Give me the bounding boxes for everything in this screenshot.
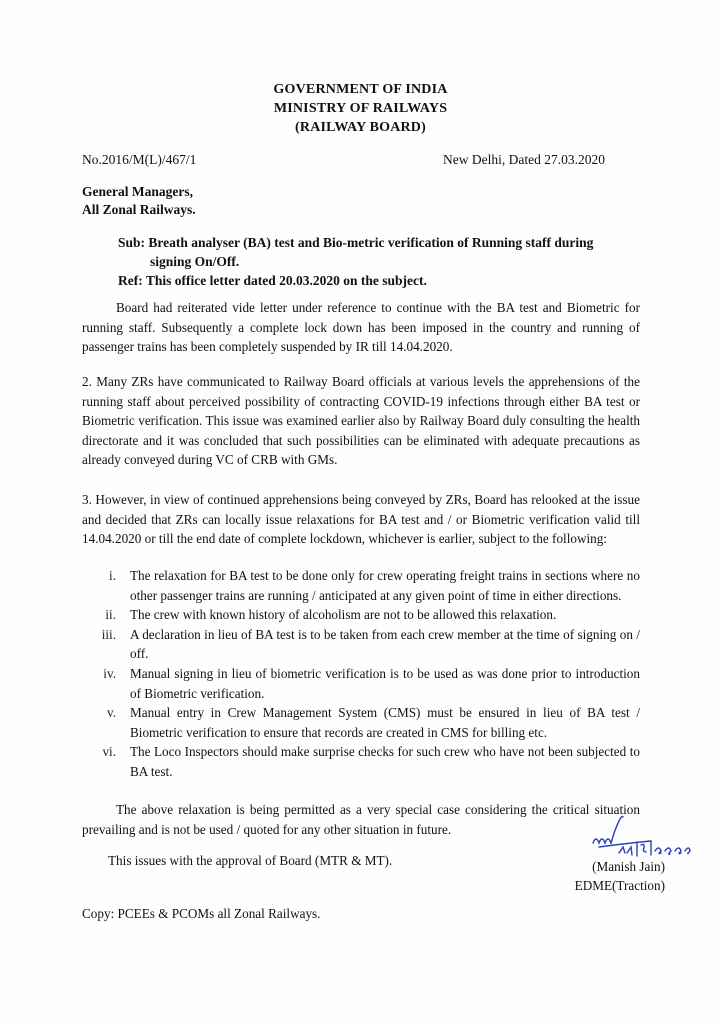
letterhead [0,80,721,137]
paragraph-1: Board had reiterated vide letter under reference to continue with the BA test and Biometric for running staff. Subsequently a complete lock down has been imposed in the country and running of passenger trains has been completely suspended by IR till 14.04.2020. [82,300,640,355]
condition-item [82,566,640,605]
paragraph-3: 3. However, in view of continued apprehensions being conveyed by ZRs, Board has relooked at the issue and decided that ZRs can locally issue relaxations for BA test and / or Biometric verification valid till 14.04.2020 or till the end date of complete lockdown, whichever is earlier, subject to the following: [82,492,640,547]
addressee [82,183,196,219]
subject-block [118,233,648,290]
condition-text: Manual signing in lieu of biometric verification is to be used as was done prior to introduction of Biometric verification. [130,665,640,701]
subject-line-continued: signing On/Off. [150,254,240,269]
reference-number: No.2016/M(L)/467/1 [82,152,197,167]
addressee-line2: All Zonal Railways. [82,202,196,217]
condition-item [82,703,640,742]
reference-line: Ref: This office letter dated 20.03.2020 on the subject. [118,273,427,288]
condition-number: iii. [101,626,116,642]
condition-number: v. [106,705,116,721]
conditions-list [82,566,640,782]
condition-text: The crew with known history of alcoholism are not to be allowed this relaxation. [130,607,557,623]
letterhead-ministry: MINISTRY OF RAILWAYS [273,101,448,116]
condition-item [82,625,640,664]
subject-line: Sub: Breath analyser (BA) test and Bio-metric verification of Running staff during [118,235,594,250]
condition-item [82,605,640,625]
letterhead-government: GOVERNMENT OF INDIA [273,82,448,97]
paragraph-4: The above relaxation is being permitted as a very special case considering the critical situation prevailing and is not be used / quoted for any other situation in future. [82,802,640,837]
condition-number: vi. [102,744,116,760]
condition-number: ii. [105,607,116,623]
signatory-name: (Manish Jain) [592,859,665,874]
condition-number: i. [109,568,116,583]
addressee-line1: General Managers, [82,184,193,199]
signatory-designation: EDME(Traction) [574,878,665,893]
place-date: New Delhi, Dated 27.03.2020 [443,152,605,167]
condition-number: iv. [103,665,116,681]
signatory [560,857,665,895]
condition-text: A declaration in lieu of BA test is to be taken from each crew member at the time of signing on / off. [130,626,640,662]
condition-text: Manual entry in Crew Management System (CMS) must be ensured in lieu of BA test / Biometric verification to ensure that records are created in CMS for billing etc. [130,705,640,740]
condition-item [82,742,640,781]
condition-text: The relaxation for BA test to be done only for crew operating freight trains in sections where no other passenger trains are running / anticipated at any given point of time in either directions. [130,568,640,603]
letterhead-board: (RAILWAY BOARD) [295,120,426,135]
copy-to: Copy: PCEEs & PCOMs all Zonal Railways. [82,906,321,921]
condition-text: The Loco Inspectors should make surprise checks for such crew who have not been subjected to BA test. [130,744,640,779]
paragraph-5: This issues with the approval of Board (MTR & MT). [108,853,393,868]
condition-item [82,664,640,703]
paragraph-2: 2. Many ZRs have communicated to Railway Board officials at various levels the apprehensions of the running staff about perceived possibility of contracting COVID-19 infections through either BA test or Biometric verification. This issue was examined earlier also by Railway Board duly consulting the health directorate and it was concluded that such possibilities can be eliminated with adequate precautions as already conveyed during VC of CRB with GMs. [82,374,640,468]
